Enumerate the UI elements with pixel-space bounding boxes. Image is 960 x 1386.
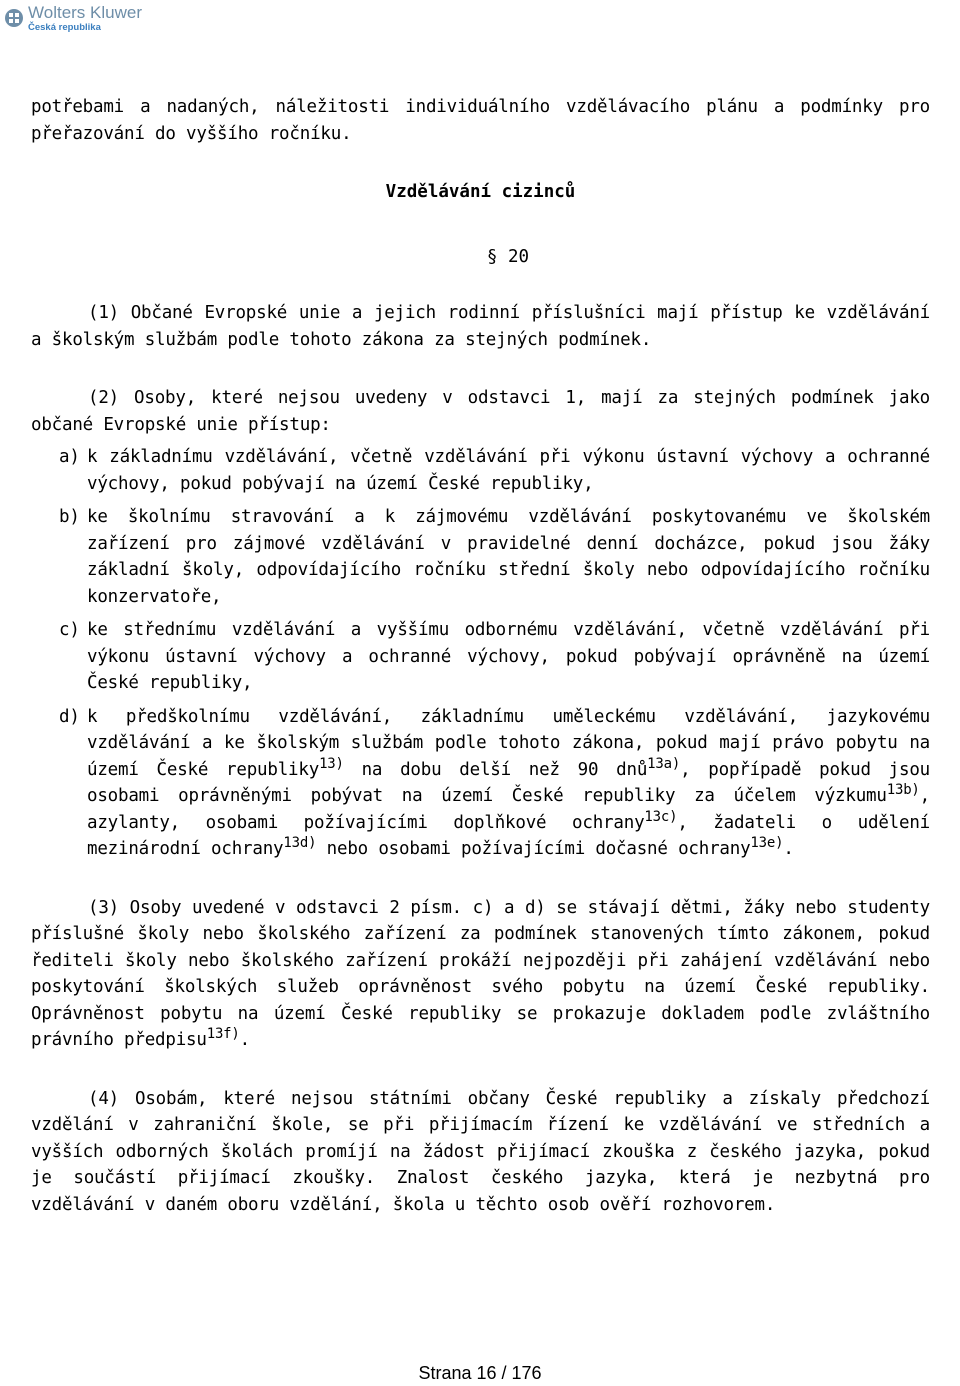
list-item-text: k základnímu vzdělávání, včetně vzdělávání při výkonu ústavní výchovy a ochranné výchovy, pokud pobývají na území České republiky, (87, 447, 930, 494)
footnote-ref: 13) (319, 755, 344, 772)
footnote-ref: 13e) (750, 835, 784, 851)
list-item-label: d) (59, 706, 80, 727)
list-item-c (31, 617, 930, 697)
list-item-label: b) (59, 507, 80, 527)
wolters-kluwer-logo-icon (4, 8, 24, 28)
page-number: Strana 16 / 176 (418, 1363, 542, 1383)
list-item-text: ke střednímu vzdělávání a vyššímu odbornému vzdělávání, včetně vzdělávání při výkonu ústavní výchovy a ochranné výchovy, pokud pobývají oprávněně na území České republiky, (87, 620, 930, 693)
document-body (31, 94, 930, 1250)
list-item-label: a) (59, 447, 80, 467)
brand-logo (4, 4, 142, 33)
footnote-ref: 13b) (886, 782, 920, 798)
paragraph-1: (1) Občané Evropské unie a jejich rodinní příslušníci mají přístup ke vzdělávání a školským službám podle tohoto zákona za stejných podmínek. (31, 303, 930, 350)
paragraph-3: (3) Osoby uvedené v odstavci 2 písm. c) a d) se stávají dětmi, žáky nebo studenty příslušné školy nebo školského zařízení za podmínek stanovených tímto zákonem, pokud řediteli školy nebo školského zařízení prokáží nejpozději při zahájení vzdělávání nebo poskytování školských služeb oprávněnost svého pobytu na území České republiky. Oprávněnost pobytu na území České republiky se prokazuje dokladem podle zvláštního právního předpisu$^{13f)}$. (31, 897, 930, 1050)
list-item-d (31, 704, 930, 863)
list-item-a (31, 444, 930, 497)
paragraph-2-list (31, 444, 930, 863)
footnote-ref: 13d) (283, 835, 317, 851)
list-item-text: k předškolnímu vzdělávání, základnímu uměleckému vzdělávání, jazykovému vzdělávání a ke školským službám podle tohoto zákona, pokud mají právo pobytu na území České republiky$^{13)}$ na dobu delší než 90 dnů$^{13a)}$, popřípadě pokud jsou osobami oprávněnými pobývat na území České republiky za účelem výzkumu$^{13b)}$, azylanty, osobami požívajícími doplňkové ochrany$^{13c)}$, žadateli o udělení mezinárodní ochrany$^{13d)}$ nebo osobami požívajícími dočasné ochrany$^{13e)}$. (87, 706, 931, 859)
intro-paragraph: potřebami a nadaných, náležitosti individuálního vzdělávacího plánu a podmínky pro přeřazování do vyššího ročníku. (31, 97, 930, 144)
section-heading: Vzdělávání cizinců (385, 182, 576, 202)
paragraph-4: (4) Osobám, které nejsou státními občany České republiky a získaly předchozí vzdělání v zahraniční škole, se při přijímacím řízení ke vzdělávání ve středních a vyšších odborných školách promíjí na žádost přijímací zkouška z českého jazyka, pokud je součástí přijímací zkoušky. Znalost českého jazyka, která je nezbytná pro vzdělávání v daném oboru vzdělání, škola u těchto osob ověří rozhovorem. (31, 1088, 930, 1215)
list-item-b (31, 504, 930, 610)
brand-name: Wolters Kluwer (28, 3, 142, 22)
brand-subtitle: Česká republika (28, 22, 101, 33)
footnote-ref: 13c) (644, 808, 678, 825)
list-item-label: c) (59, 620, 80, 640)
paragraph-2-lead: (2) Osoby, které nejsou uvedeny v odstavci 1, mají za stejných podmínek jako občané Evropské unie přístup: (31, 388, 930, 435)
list-item-text: ke školnímu stravování a k zájmovému vzdělávání poskytovanému ve školském zařízení pro zájmové vzdělávání v pravidelné denní docházce, pokud jsou žáky základní školy, odpovídajícího ročníku střední školy nebo odpovídajícího ročníku konzervatoře, (87, 507, 930, 607)
section-number: § 20 (486, 246, 530, 267)
footnote-ref: 13a) (647, 755, 681, 772)
footnote-ref: 13f) (206, 1026, 240, 1042)
